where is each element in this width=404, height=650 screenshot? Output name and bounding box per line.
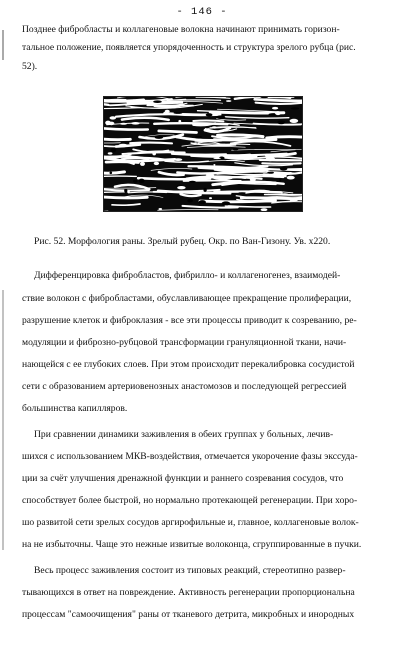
text-line: разрушение клеток и фиброклазия - все эти процессы приводит к созреванию, ре-	[22, 315, 357, 326]
text-line: Весь процесс заживления состоит из типовых реакций, стереотипно развер-	[34, 565, 346, 576]
text-line: тывающихся в ответ на повреждение. Активность регенерации пропорциональна	[22, 587, 355, 598]
text-line: модуляции и фиброзно-рубцовой трансформации грануляционной ткани, начи-	[22, 337, 347, 348]
text-line: нающейся с ее глубоких слоев. При этом происходит перекалибровка сосудистой	[22, 359, 355, 370]
page-number: - 146 -	[176, 6, 228, 18]
text-line: ции за счёт улучшения дренажной функции и раннего созревания сосудов, что	[22, 473, 344, 484]
micrograph-texture	[104, 97, 302, 211]
histology-micrograph	[103, 96, 303, 212]
figure-caption: Рис. 52. Морфология раны. Зрелый рубец. Окр. по Ван-Гизону. Ув. х220.	[34, 236, 331, 247]
text-line: тальное положение, появляется упорядоченность и структура зрелого рубца (рис.	[22, 42, 356, 53]
text-line: на не избыточны. Чаще это нежные извитые волоконца, сгруппированные в пучки.	[22, 539, 362, 550]
text-line: процессам "самоочищения" раны от тканевого детрита, микробных и инородных	[22, 609, 355, 620]
text-line: Позднее фибробласты и коллагеновые волокна начинают принимать горизон-	[22, 24, 340, 35]
text-line: большинства капилляров.	[22, 403, 128, 414]
text-line: способствует более быстрой, но нормально протекающей регенерации. При хоро-	[22, 495, 358, 506]
text-line: шихся с использованием МКВ-воздействия, отмечается укорочение фазы экссуда-	[22, 451, 358, 462]
text-line: сети с образованием артериовенозных анастомозов и последующей регрессией	[22, 381, 347, 392]
text-line: 52).	[22, 61, 38, 72]
text-line: При сравнении динамики заживления в обеих группах у больных, лечив-	[34, 429, 334, 440]
text-line: ствие волокон с фибробластами, обуславливающее прекращение пролиферации,	[22, 293, 352, 304]
text-line: шо развитой сети зрелых сосудов аргирофильные и, главное, коллагеновые волок-	[22, 517, 359, 528]
text-line: Дифференцировка фибробластов, фибрилло- и коллагеногенез, взаимодей-	[34, 270, 341, 281]
